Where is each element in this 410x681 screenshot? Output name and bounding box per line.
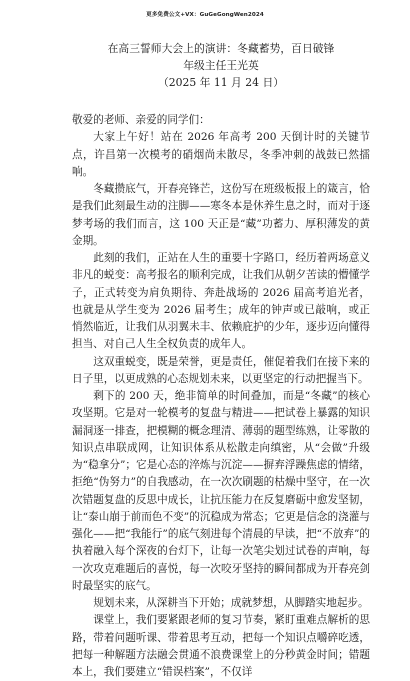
title-block (72, 40, 370, 92)
paragraph: 大家上午好！站在 2026 年高考 200 天倒计时的关键节点，许昌第一次模考的硝烟尚未散尽，冬季冲刺的战鼓已然擂响。 (72, 131, 370, 178)
paragraph: 规划未来，从深耕当下开始；成就梦想，从脚踏实地起步。 (93, 597, 369, 609)
paragraph: 课堂上，我们要紧跟老师的复习节奏，紧盯重难点解析的思路，带着问题听课、带着思考互动，把每一个知识点嚼碎吃透，把每一种解题方法融会贯通不浪费课堂上的分秒黄金时间；错题本上，我们要建立“错误档案”，不仅详 (72, 614, 370, 678)
date-line: （2025 年 11 月 24 日） (157, 76, 285, 90)
speech-body (72, 112, 370, 681)
salutation: 敬爱的老师、亲爱的同学们： (72, 114, 210, 126)
document-title: 在高三誓师大会上的演讲：冬藏蓄势，百日破锋 (107, 42, 335, 55)
paragraph: 这双重蜕变，既是荣誉，更是责任，催促着我们在接下来的日子里，以更成熟的心态规划未来，以更坚定的行动把握当下。 (72, 355, 370, 385)
paragraph: 冬藏攒底气，开春亮锋芒，这份写在班级板报上的箴言，恰是我们此刻最生动的注脚——寒冬本是休养生息之时，而对于逐梦考场的我们而言，这 100 天正是“藏”功蓄力、厚积薄发的黄金期。 (72, 183, 370, 247)
header-watermark: 更多免费公文+VX：GuGeGongWen2024 (146, 12, 264, 18)
author-line: 年级主任王光英 (183, 59, 259, 73)
paragraph: 剩下的 200 天，绝非简单的时间叠加，而是“冬藏”的核心攻坚期。它是对一轮模考的复盘与精进——把试卷上暴露的知识漏洞逐一排查，把模糊的概念理清、薄弱的题型练熟，让零散的知识点串联成网，让知识体系从松散走向缜密，从“会做”升级为“稳拿分”；它是心态的淬炼与沉淀——摒弃浮躁焦虑的情绪，拒绝“伪努力”的自我感动，在一次次刷题的枯燥中坚守，在一次次错题复盘的反思中成长，让抗压能力在反复磨砺中愈发坚韧，让“泰山崩于前而色不变”的沉稳成为常态；它更是信念的浇灌与强化——把“我能行”的底气刻进每个清晨的早读，把“不放弃”的执着融入每个深夜的台灯下，让每一次笔尖划过试卷的声响，每一次攻克难题后的喜悦，每一次咬牙坚持的瞬间都成为开春亮剑时最坚实的底气。 (72, 390, 370, 592)
paragraph: 此刻的我们，正站在人生的重要十字路口，经历着两场意义非凡的蜕变：高考报名的顺利完成，让我们从朝夕苦读的懵懂学子，正式转变为肩负期待、奔赴战场的 2026 届高考追光者，也就是从学生变为 2026 届考生；成年的钟声或已敲响，或正悄然临近，让我们从羽翼未丰、依赖庇护的少年，逐步迈向懂得担当、对自己人生全权负责的成年人。 (72, 252, 370, 351)
